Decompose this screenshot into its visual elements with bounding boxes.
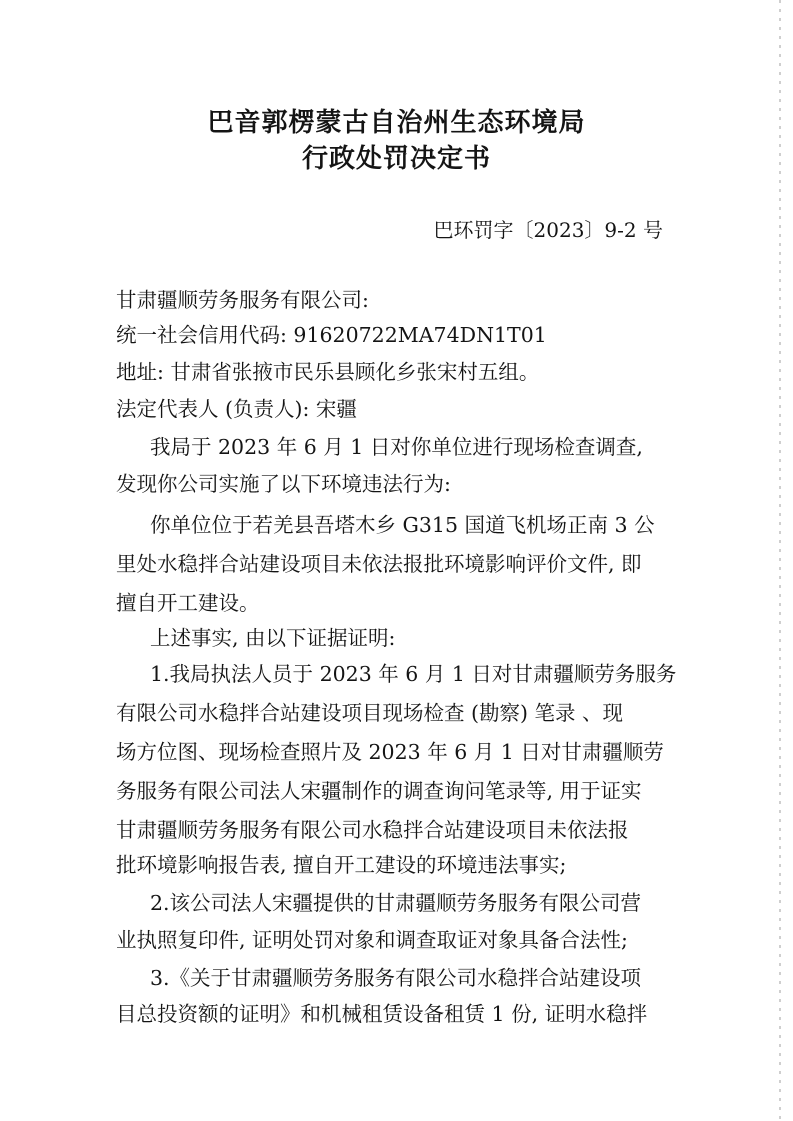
legal-representative: 法定代表人 (负责人): 宋疆 [116, 397, 357, 421]
body-line: 业执照复印件, 证明处罚对象和调查取证对象具备合法性; [116, 928, 628, 952]
body-line: 上述事实, 由以下证据证明: [150, 626, 396, 650]
body-line: 发现你公司实施了以下环境违法行为: [116, 472, 451, 496]
address: 地址: 甘肃省张掖市民乐县顾化乡张宋村五组。 [116, 360, 540, 384]
credit-code: 统一社会信用代码: 91620722MA74DN1T01 [116, 323, 547, 347]
document-number: 巴环罚字〔2023〕9-2 号 [433, 218, 663, 242]
document-title-line1: 巴音郭楞蒙古自治州生态环境局 [207, 108, 586, 138]
body-line: 1.我局执法人员于 2023 年 6 月 1 日对甘肃疆顺劳务服务 [150, 662, 677, 686]
body-line: 你单位位于若羌县吾塔木乡 G315 国道飞机场正南 3 公 [150, 513, 655, 537]
body-line: 务服务有限公司法人宋疆制作的调查询问笔录等, 用于证实 [116, 779, 642, 803]
body-line: 批环境影响报告表, 擅自开工建设的环境违法事实; [116, 853, 567, 877]
body-line: 2.该公司法人宋疆提供的甘肃疆顺劳务服务有限公司营 [150, 891, 642, 915]
scan-edge-line [779, 0, 781, 1121]
body-line: 甘肃疆顺劳务服务有限公司水稳拌合站建设项目未依法报 [116, 818, 629, 842]
body-line: 场方位图、现场检查照片及 2023 年 6 月 1 日对甘肃疆顺劳 [116, 740, 664, 764]
body-line: 目总投资额的证明》和机械租赁设备租赁 1 份, 证明水稳拌 [116, 1002, 648, 1026]
document-title-line2: 行政处罚决定书 [301, 144, 491, 174]
body-line: 3.《关于甘肃疆顺劳务服务有限公司水稳拌合站建设项 [150, 966, 642, 990]
recipient-name: 甘肃疆顺劳务服务有限公司: [116, 288, 369, 312]
body-line: 有限公司水稳拌合站建设项目现场检查 (勘察) 笔录 、现 [116, 701, 624, 725]
body-line: 擅自开工建设。 [116, 591, 260, 615]
body-line: 我局于 2023 年 6 月 1 日对你单位进行现场检查调查, [150, 435, 643, 459]
body-line: 里处水稳拌合站建设项目未依法报批环境影响评价文件, 即 [116, 552, 642, 576]
